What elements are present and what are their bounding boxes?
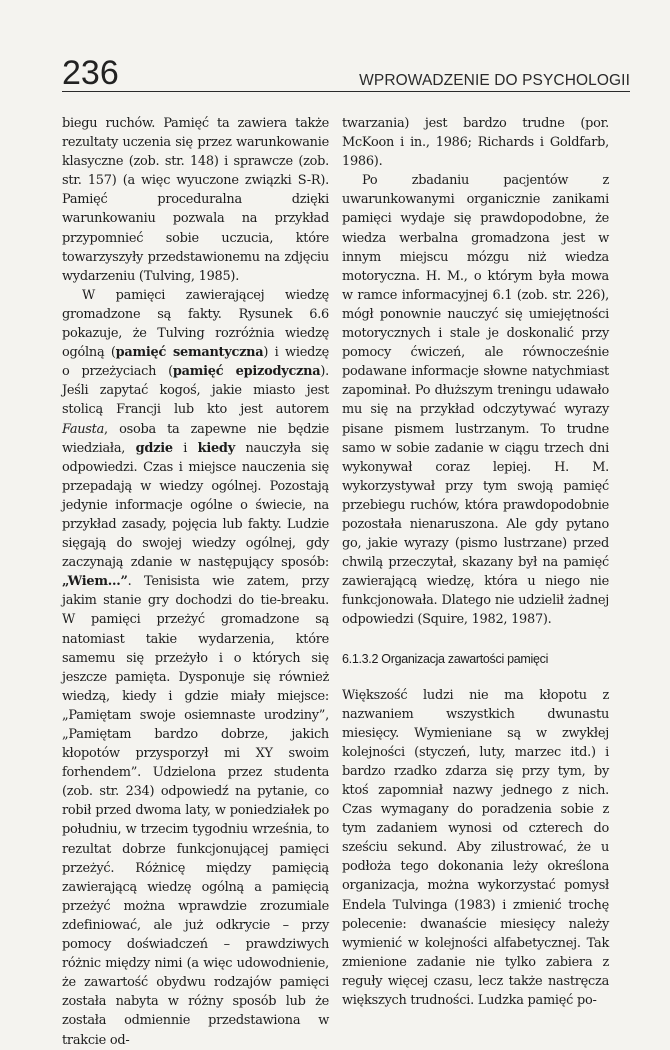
left-column <box>62 114 329 1050</box>
text-run: W pamięci zawierającej wiedzę gromadzone są fakty. Rysunek 6.6 pokazuje, że Tulving rozróżnia wiedzę ogólną ( <box>62 287 329 361</box>
emphasis-wiem: „Wiem...” <box>62 574 128 590</box>
text-run: i <box>172 440 198 456</box>
section-heading: 6.1.3.2 Organizacja zawartości pamięci <box>342 651 549 666</box>
emphasis-when: kiedy <box>197 440 235 456</box>
header-rule <box>62 91 630 92</box>
emphasis-where: gdzie <box>135 440 173 456</box>
page-number: 236 <box>62 54 119 92</box>
paragraph: biegu ruchów. Pamięć ta zawiera także rezultaty uczenia się przez warunkowanie klasyczne (zob. str. 148) i sprawcze (zob. str. 157) (a więc wyuczone związki S-R). Pamięć proceduralna dzięki warunkowaniu pozwala na przykład przypomnieć sobie uczucia, które towarzyszyły przedstawionemu na zdjęciu wydarzeniu (Tulving, 1985). <box>62 116 329 284</box>
text-run: nauczyła się odpowiedzi. Czas i miejsce nauczenia się przepadają w wiedzy ogólnej. Pozostają jedynie informacje ogólne o świecie, na przykład zasady, pojęcia lub fakty. Ludzie sięgają do swojej wiedzy ogólnej, gdy zaczynają zdanie w następujący sposób: <box>62 440 329 571</box>
paragraph: twarzania) jest bardzo trudne (por. McKoon i in., 1986; Richards i Goldfarb, 1986). <box>342 116 609 170</box>
running-head: WPROWADZENIE DO PSYCHOLOGII <box>359 72 630 89</box>
text-run: ) i wiedzę o przeżyciach ( <box>62 345 329 380</box>
text-run: , osoba ta zapewne nie będzie wiedziała, <box>62 421 329 456</box>
paragraph: Większość ludzi nie ma kłopotu z nazwaniem wszystkich dwunastu miesięcy. Wymieniane są w zwykłej kolejności (styczeń, luty, marzec itd.) i bardzo rzadko zdarza się przy tym, by ktoś zapomniał nazwy jednego z nich. Czas wymagany do poradzenia sobie z tym zadaniem wynosi od czterech do sześciu sekund. Aby zilustrować, że u podłoża tego dokonania leży określona organizacja, można wykorzystać pomysł Endela Tulvinga (1983) i zmienić trochę polecenie: dwanaście miesięcy należy wymienić w kolejności alfabetycznej. Tak zmienione zadanie nie tylko zabiera z reguły więcej czasu, lecz także nastręcza większych trudności. Ludzka pamięć po- <box>342 687 609 1009</box>
paragraph: Po zbadaniu pacjentów z uwarunkowanymi organicznie zanikami pamięci wydaje się prawdopodobne, że wiedza werbalna gromadzona jest w innym miejscu mózgu niż wiedza motoryczna. H. M., o którym była mowa w ramce informacyjnej 6.1 (zob. str. 226), mógł ponownie nauczyć się umiejętności motorycznych i stale je doskonalić przy pomocy ćwiczeń, ale równocześnie podawane informacje słowne natychmiast zapominał. Po dłuższym treningu udawało mu się na przykład odczytywać wyrazy pisane pismem lustrzanym. To trudne samo w sobie zadanie w ciągu trzech dni wykonywał coraz lepiej. H. M. wykorzystywał przy tym swoją pamięć przebiegu ruchów, która prawdopodobnie pozostała nienaruszona. Ale gdy pytano go, jakie wyrazy (pismo lustrzane) przed chwilą przeczytał, skazany był na pamięć zawierającą wiedzę, która u niego nie funkcjonowała. Dlatego nie udzielił żadnej odpowiedzi (Squire, 1982, 1987). <box>342 173 609 628</box>
term-episodic-memory: pamięć epizodyczna <box>172 364 321 380</box>
page-header <box>62 56 630 96</box>
paragraph <box>62 286 329 1050</box>
term-semantic-memory: pamięć semantyczna <box>115 345 264 361</box>
text-run: ). Jeśli zapytać kogoś, jakie miasto jest stolicą Francji lub kto jest autorem <box>62 364 329 418</box>
right-column <box>342 114 609 1010</box>
book-title: Fausta <box>62 421 105 437</box>
text-run: . Tenisista wie zatem, przy jakim stanie gry dochodzi do tie-breaku. W pamięci przeżyć gromadzone są natomiast takie wydarzenia, które samemu się przeżyło i o których się jeszcze pamięta. Dysponuje się również wiedzą, kiedy i gdzie miały miejsce: „Pamiętam swoje osiemnaste urodziny”, „Pamiętam bardzo dobrze, jakich kłopotów przysporzył mi XY swoim forhendem”. Udzielona przez studenta (zob. str. 234) odpowiedź na pytanie, co robił przed dwoma laty, w poniedziałek po południu, w trzecim tygodniu września, to rezultat dobrze funkcjonującej pamięci przeżyć. Różnicę między pamięcią zawierającą wiedzę ogólną a pamięcią przeżyć można wprawdzie zrozumiale zdefiniować, ale już odkrycie – przy pomocy doświadczeń – prawdziwych różnic między nimi (a więc udowodnienie, że zawartość obydwu rodzajów pamięci została nabyta w różny sposób lub że została odmiennie przedstawiona w trakcie od- <box>62 574 329 1048</box>
